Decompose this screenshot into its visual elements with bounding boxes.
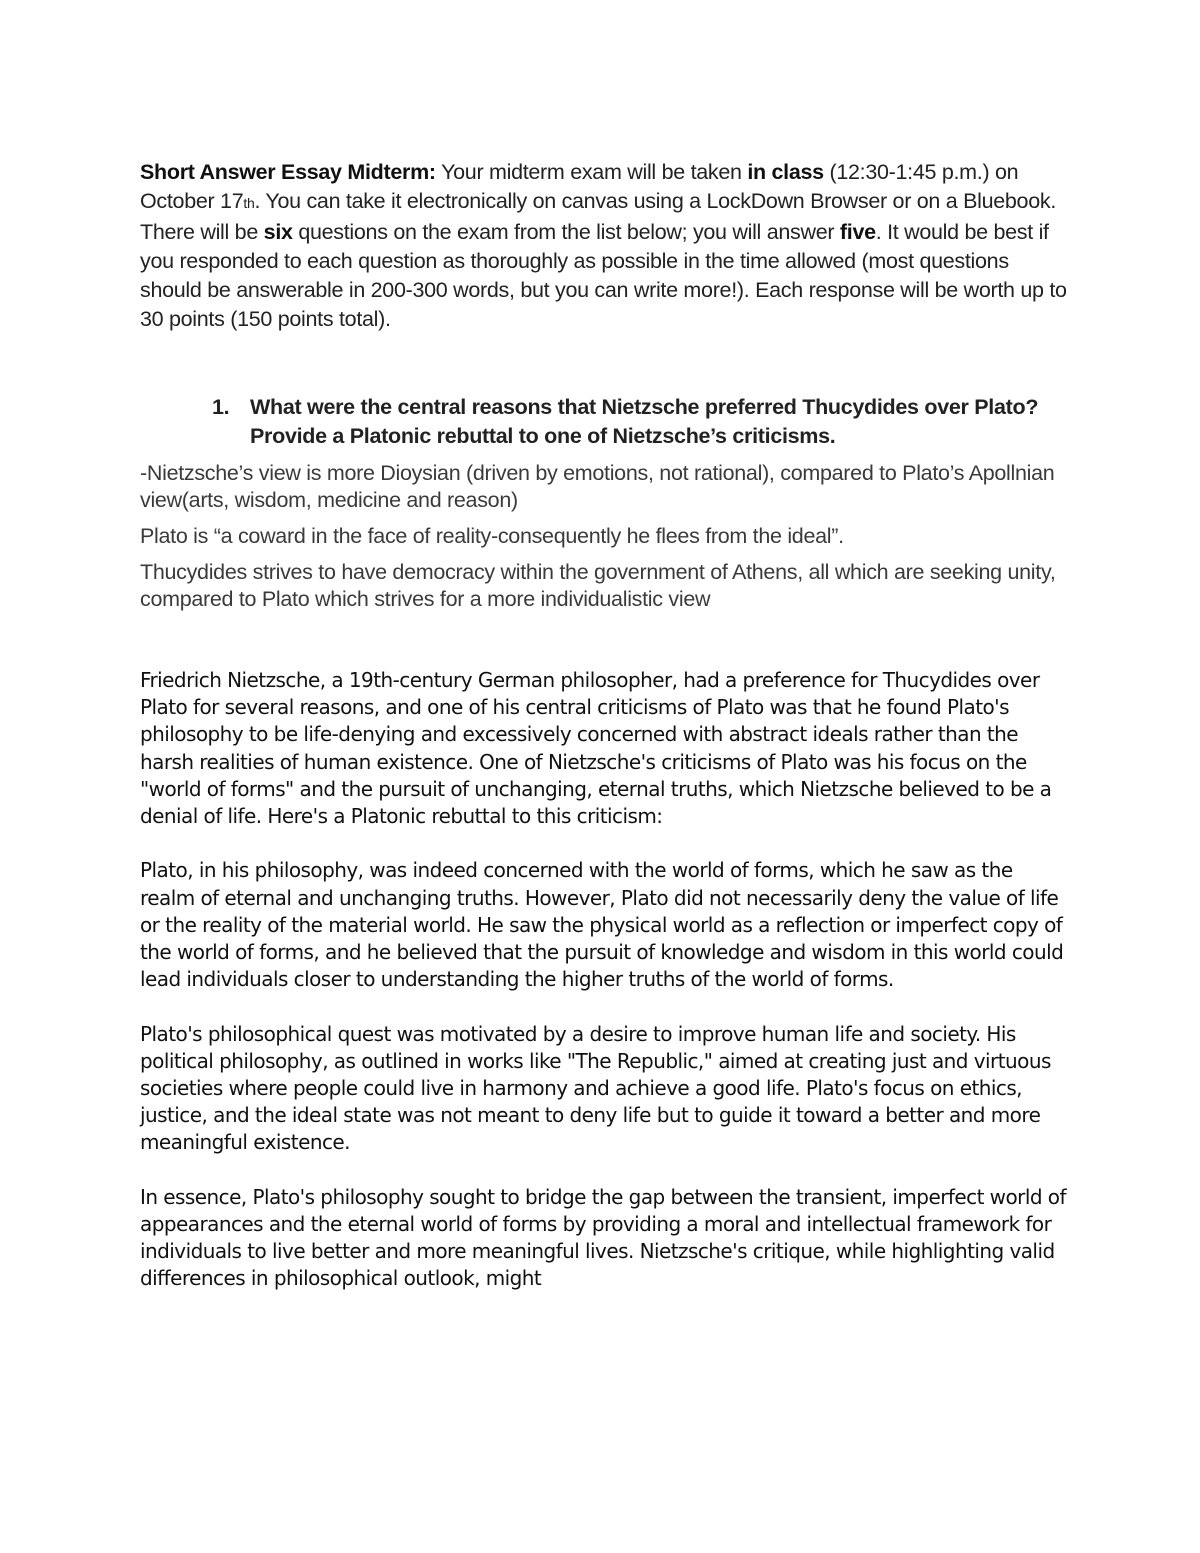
intro-six: six: [263, 220, 293, 244]
question-item: [212, 393, 1042, 451]
intro-text-1: Your midterm exam will be taken: [435, 160, 748, 184]
intro-heading: Short Answer Essay Midterm:: [140, 160, 436, 184]
note-paragraph: Thucydides strives to have democracy within the government of Athens, all which are seeking unity, compared to Plato which strives for a more individualistic view: [140, 560, 1056, 611]
question-number: 1.: [212, 395, 230, 419]
intro-text-2: (12:30-1:45 p.m.) on October 17: [140, 160, 1019, 213]
intro-in-class: in class: [747, 160, 824, 184]
intro-ordinal-suffix: th: [243, 195, 255, 211]
notes-section: [140, 460, 1070, 622]
answer-paragraph: Plato's philosophical quest was motivated by a desire to improve human life and society. His political philosophy, as outlined in works like "The Republic," aimed at creating just and virtuous societies where people could live in harmony and achieve a good life. Plato's focus on ethics, justice, and the ideal state was not meant to deny life but to guide it toward a better and more meaningful existence.: [140, 1021, 1051, 1155]
answer-section: [140, 667, 1070, 1320]
intro-text-3: . You can take it electronically on canvas using a LockDown Browser or on a Bluebook. There will be: [140, 189, 1056, 244]
answer-paragraph: Friedrich Nietzsche, a 19th-century German philosopher, had a preference for Thucydides over Plato for several reasons, and one of his central criticisms of Plato was that he found Plato's philosophy to be life-denying and excessively concerned with abstract ideals rather than the harsh realities of human existence. One of Nietzsche's criticisms of Plato was his focus on the "world of forms" and the pursuit of unchanging, eternal truths, which Nietzsche believed to be a denial of life. Here's a Platonic rebuttal to this criticism:: [140, 668, 1052, 829]
intro-text-4: questions on the exam from the list below; you will answer: [292, 220, 840, 244]
intro-paragraph: [140, 158, 1070, 334]
intro-text-5: . It would be best if you responded to each question as thoroughly as possible in the time allowed (most questions should be answerable in 200-300 words, but you can write more!). Each response will be worth up to 30 points (150 points total).: [140, 220, 1067, 331]
note-paragraph: Plato is “a coward in the face of reality-consequently he flees from the ideal”.: [140, 524, 844, 548]
intro-five: five: [839, 220, 876, 244]
question-text: What were the central reasons that Nietzsche preferred Thucydides over Plato? Provide a Platonic rebuttal to one of Nietzsche’s criticisms.: [250, 395, 1039, 448]
note-paragraph: -Nietzsche’s view is more Dioysian (driven by emotions, not rational), compared to Plato’s Apollnian view(arts, wisdom, medicine and reason): [140, 461, 1055, 512]
answer-paragraph: In essence, Plato's philosophy sought to bridge the gap between the transient, imperfect world of appearances and the eternal world of forms by providing a moral and intellectual framework for individuals to live better and more meaningful lives. Nietzsche's critique, while highlighting valid differences in philosophical outlook, might: [140, 1184, 1066, 1291]
answer-paragraph: Plato, in his philosophy, was indeed concerned with the world of forms, which he saw as the realm of eternal and unchanging truths. However, Plato did not necessarily deny the value of life or the reality of the material world. He saw the physical world as a reflection or imperfect copy of the world of forms, and he believed that the pursuit of knowledge and wisdom in this world could lead individuals closer to understanding the higher truths of the world of forms.: [140, 858, 1064, 992]
